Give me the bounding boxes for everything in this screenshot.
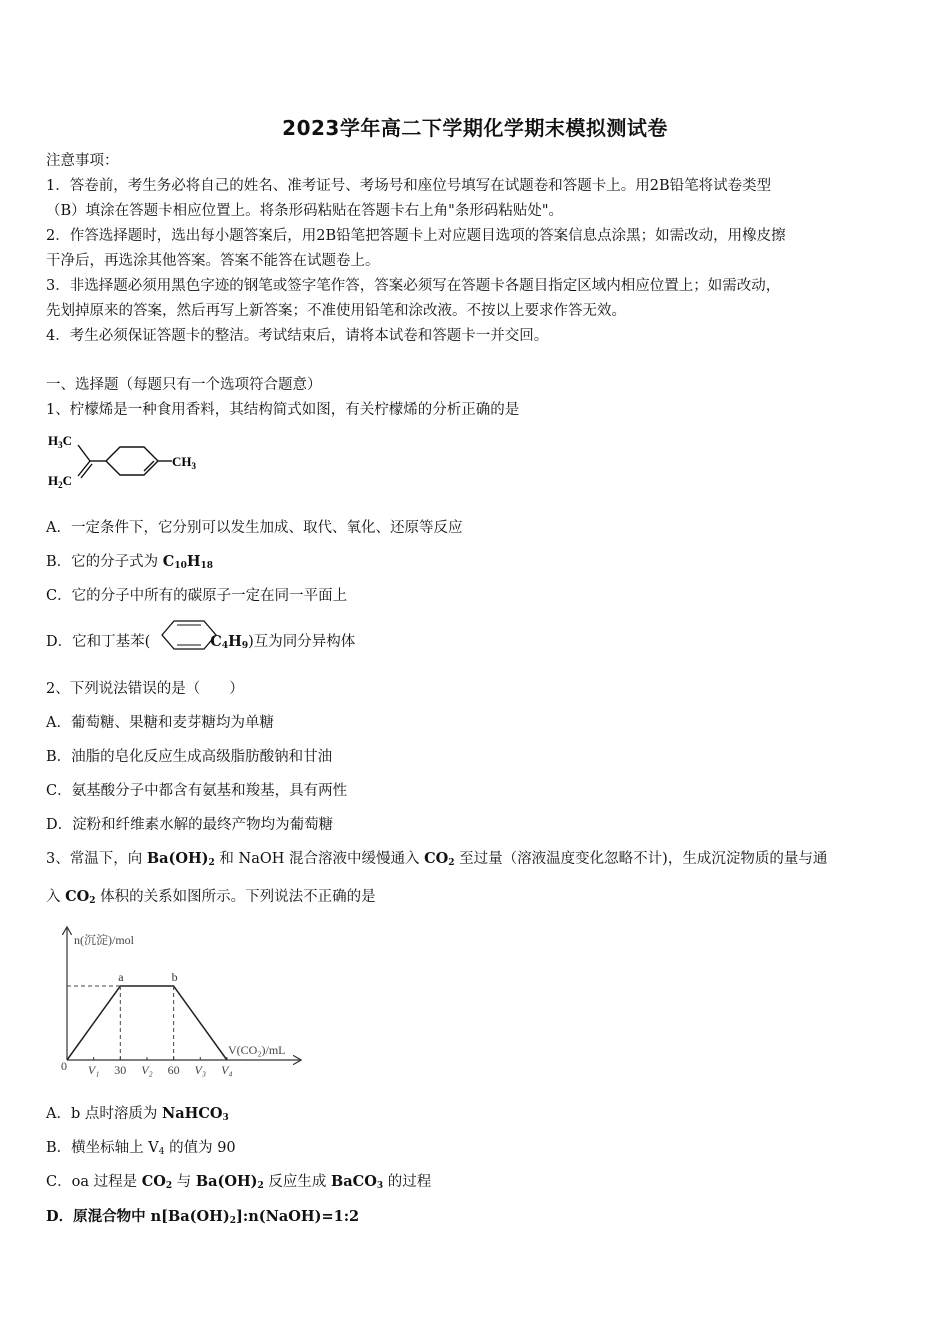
notice-line: 4．考生必须保证答题卡的整洁。考试结束后，请将本试卷和答题卡一并交回。 [46,328,549,344]
limonene-structure [44,425,224,495]
question-3-stem-line1: 3、常温下，向 $Ba(OH)_2$ 和 NaOH 混合溶液中缓慢通入 $CO_2$ 至过量（溶液温度变化忽略不计)，生成沉淀物质的量与通 [46,850,828,868]
x-tick-label: V₃ [194,1063,207,1077]
precipitate-chart [50,922,310,1082]
origin-label: 0 [61,1059,67,1073]
q2-option-a: A．葡萄糖、果糖和麦芽糖均为单糖 [46,715,274,731]
q2-option-c: C．氨基酸分子中都含有氨基和羧基，具有两性 [46,783,348,799]
series-line [67,986,227,1060]
question-2-stem: 2、下列说法错误的是（ ） [46,681,244,697]
x-tick-label: V₂ [141,1063,153,1077]
notice-line: （B）填涂在答题卡相应位置上。将条形码粘贴在答题卡右上角"条形码粘贴处"。 [46,203,563,219]
notice-line: 2．作答选择题时，选出每小题答案后，用2B铅笔把答题卡上对应题目选项的答案信息点涂黑；如需改动，用橡皮擦 [46,228,786,244]
x-axis-label: V(CO₂)/mL [228,1043,286,1057]
q3-option-b: B．横坐标轴上 $V_4$ 的值为 90 [46,1140,236,1157]
x-tick-label: V₄ [221,1063,233,1077]
q2-option-b: B．油脂的皂化反应生成高级脂肪酸钠和甘油 [46,749,333,765]
benzene-ring-icon [158,618,220,652]
question-3-stem-line2: 入 $CO_2$ 体积的关系如图所示。下列说法不正确的是 [46,888,376,906]
notice-line: 3．非选择题必须用黑色字迹的钢笔或签字笔作答，答案必须写在答题卡各题目指定区域内相应位置上；如需改动， [46,278,781,294]
svg-text:H3C: $H_3C$ [48,433,73,450]
y-axis-label: n(沉淀)/mol [74,933,134,947]
q1-option-c: C．它的分子中所有的碳原子一定在同一平面上 [46,588,348,604]
x-tick-label: 30 [114,1063,127,1077]
page-title: 2023学年高二下学期化学期末模拟测试卷 [282,116,668,140]
question-1-stem: 1、柠檬烯是一种食用香料，其结构简式如图，有关柠檬烯的分析正确的是 [46,402,520,418]
x-tick-label: V₁ [87,1063,100,1077]
q1-option-d: D．它和丁基苯( $C_4H_9$)互为同分异构体 [46,633,356,651]
point-label: b [171,970,178,984]
section-heading: 一、选择题（每题只有一个选项符合题意） [46,377,322,393]
x-tick-label: 60 [167,1063,180,1077]
q3-option-a: A．b 点时溶质为 NaHCO$_3$ [46,1105,229,1123]
q3-option-c: C．oa 过程是 $CO_2$ 与 $Ba(OH)_2$ 反应生成 BaCO$_3$ 的过程 [46,1173,432,1191]
svg-text:H2C: $H_2C$ [48,473,73,490]
q3-option-d: D．原混合物中 $n[Ba(OH)_2]:n(NaOH)=1:2$ [46,1208,360,1226]
notice-heading: 注意事项： [46,153,119,169]
q1-option-b: B．它的分子式为 $C_{10}H_{18}$ [46,553,214,571]
svg-text:CH3: $CH_3$ [172,454,196,471]
q2-option-d: D．淀粉和纤维素水解的最终产物均为葡萄糖 [46,817,334,833]
point-label: a [118,970,124,984]
notice-line: 干净后，再选涂其他答案。答案不能答在试题卷上。 [46,253,380,269]
notice-line: 先划掉原来的答案，然后再写上新答案；不准使用铅笔和涂改液。不按以上要求作答无效。 [46,303,626,319]
q1-option-a: A．一定条件下，它分别可以发生加成、取代、氧化、还原等反应 [46,520,463,536]
notice-line: 1．答卷前，考生务必将自己的姓名、准考证号、考场号和座位号填写在试题卷和答题卡上。用2B铅笔将试卷类型 [46,178,772,194]
